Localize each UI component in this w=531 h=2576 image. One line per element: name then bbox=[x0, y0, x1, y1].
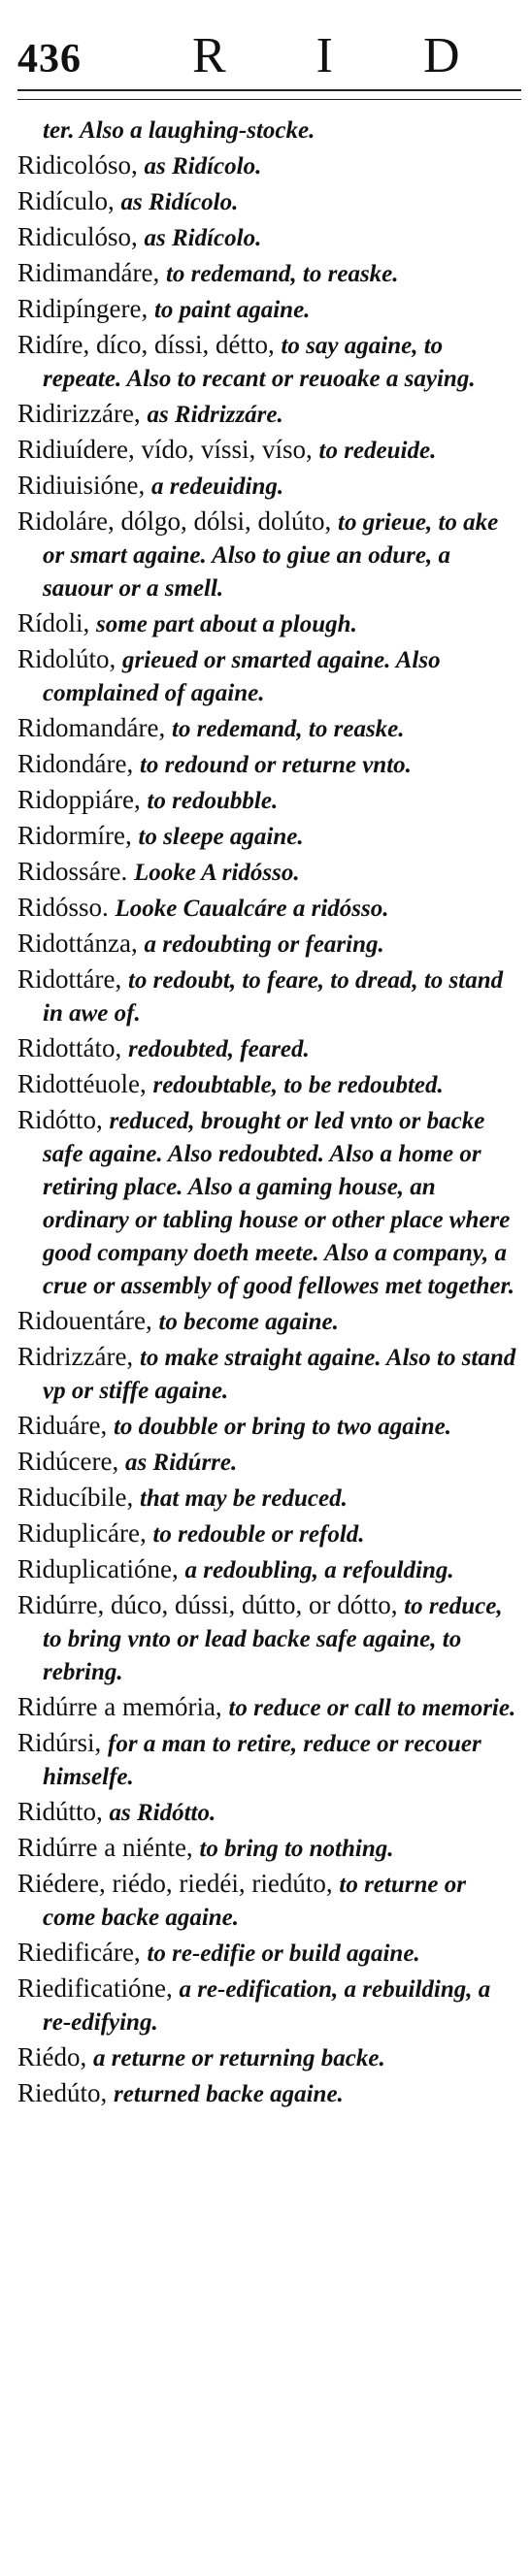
page-header bbox=[17, 0, 521, 83]
entry-headword: Riedificáre, bbox=[17, 1938, 141, 1967]
entry-definition: to redouble or refold. bbox=[152, 1521, 365, 1548]
entry-definition: to grieue, to ake or smart againe. Also to giue an odure, a sauour or a smell. bbox=[43, 509, 499, 602]
entry-definition: as Ridúrre. bbox=[124, 1450, 238, 1476]
entry-headword: Ridúrre a memória, bbox=[17, 1692, 222, 1721]
dictionary-entry bbox=[17, 1589, 521, 1688]
entry-headword: Ridipíngere, bbox=[17, 294, 149, 323]
dictionary-entry bbox=[17, 1517, 521, 1550]
entry-definition: to redound or returne vnto. bbox=[139, 752, 412, 778]
dictionary-entry bbox=[17, 1973, 521, 2038]
entry-headword: Ridiuídere, vído, víssi, víso, bbox=[17, 435, 313, 464]
entry-headword: Ridículo, bbox=[17, 186, 115, 215]
dictionary-entry bbox=[17, 784, 521, 817]
entry-definition: to re-edifie or build againe. bbox=[147, 1940, 420, 1967]
dictionary-entry bbox=[17, 2041, 521, 2074]
entry-headword: Ridirizzáre, bbox=[17, 399, 141, 428]
entry-headword: Ridottánza, bbox=[17, 929, 138, 958]
entry-headword: Ridomandáre, bbox=[17, 713, 166, 742]
entry-definition: a re-edification, a rebuilding, a re-edifying. bbox=[43, 1976, 491, 2036]
entry-headword: Ridiuisióne, bbox=[17, 471, 146, 500]
entry-definition: returned backe againe. bbox=[114, 2081, 344, 2107]
entry-definition: to redemand, to reaske. bbox=[165, 261, 399, 287]
entry-headword: Ridósso. bbox=[17, 893, 109, 922]
entry-definition: to returne or come backe againe. bbox=[43, 1872, 466, 1931]
dictionary-entry bbox=[17, 434, 521, 467]
entry-definition: a redoubting or fearing. bbox=[144, 931, 384, 958]
entry-definition: to become againe. bbox=[158, 1309, 339, 1335]
entry-definition: as Ridícolo. bbox=[144, 225, 262, 251]
entry-headword: Riduáre, bbox=[17, 1411, 108, 1440]
dictionary-entry bbox=[17, 1937, 521, 1970]
entry-definition: a redoubling, a refoulding. bbox=[184, 1557, 454, 1583]
entry-headword: Riedúto, bbox=[17, 2078, 108, 2107]
entry-headword: Ridiculóso, bbox=[17, 222, 138, 251]
dictionary-entry bbox=[17, 114, 521, 147]
entry-definition: ter. Also a laughing-stocke. bbox=[43, 117, 315, 144]
dictionary-entry bbox=[17, 643, 521, 709]
entry-headword: Ridottáre, bbox=[17, 964, 122, 994]
dictionary-entry bbox=[17, 221, 521, 254]
dictionary-entry bbox=[17, 398, 521, 431]
dictionary-entry bbox=[17, 257, 521, 290]
entry-definition: as Ridótto. bbox=[109, 1800, 216, 1826]
dictionary-entry bbox=[17, 712, 521, 745]
entry-definition: redoubted, feared. bbox=[128, 1036, 310, 1062]
entry-definition: as Ridrizzáre. bbox=[147, 402, 283, 428]
entry-definition: to sleepe againe. bbox=[138, 824, 304, 850]
entry-list bbox=[17, 114, 521, 2110]
dictionary-entry bbox=[17, 1446, 521, 1479]
entry-definition: as Ridícolo. bbox=[120, 189, 239, 215]
entry-definition: to paint againe. bbox=[153, 297, 311, 323]
dictionary-entry bbox=[17, 928, 521, 961]
dictionary-entry bbox=[17, 1068, 521, 1101]
entry-definition: Looke Caualcáre a ridósso. bbox=[115, 896, 389, 922]
entry-definition: for a man to retire, reduce or recouer himselfe. bbox=[43, 1731, 481, 1790]
dictionary-entry bbox=[17, 1553, 521, 1586]
dictionary-entry bbox=[17, 963, 521, 1029]
entry-headword: Riédo, bbox=[17, 2042, 87, 2071]
entry-headword: Ridúrre a niénte, bbox=[17, 1833, 193, 1862]
entry-headword: Ridottáto, bbox=[17, 1033, 122, 1062]
dictionary-entry bbox=[17, 1691, 521, 1724]
dictionary-entry bbox=[17, 1410, 521, 1443]
entry-definition: to redoubt, to feare, to dread, to stand in awe of. bbox=[43, 967, 504, 1027]
entry-headword: Ridótto, bbox=[17, 1105, 103, 1134]
entry-definition: to redemand, to reaske. bbox=[171, 716, 405, 742]
dictionary-entry bbox=[17, 892, 521, 925]
entry-headword: Ridoláre, dólgo, dólsi, dolúto, bbox=[17, 506, 332, 536]
dictionary-entry bbox=[17, 1104, 521, 1302]
entry-headword: Ridoppiáre, bbox=[17, 785, 141, 814]
dictionary-entry bbox=[17, 1482, 521, 1515]
dictionary-entry bbox=[17, 1868, 521, 1934]
dictionary-entry bbox=[17, 1832, 521, 1865]
entry-headword: Ridrizzáre, bbox=[17, 1342, 134, 1371]
entry-definition: to reduce, to bring vnto or lead backe safe againe, to rebring. bbox=[43, 1593, 503, 1685]
entry-headword: Ridolúto, bbox=[17, 644, 116, 673]
entry-definition: redoubtable, to be redoubted. bbox=[152, 1072, 444, 1098]
dictionary-entry bbox=[17, 149, 521, 182]
dictionary-entry bbox=[17, 820, 521, 853]
entry-definition: to bring to nothing. bbox=[199, 1836, 394, 1862]
entry-definition: that may be reduced. bbox=[139, 1485, 348, 1512]
dictionary-entry bbox=[17, 856, 521, 889]
dictionary-entry bbox=[17, 607, 521, 640]
dictionary-entry bbox=[17, 1341, 521, 1407]
entry-headword: Riduplicatióne, bbox=[17, 1554, 179, 1583]
entry-headword: Ridíre, díco, díssi, détto, bbox=[17, 330, 275, 359]
entry-headword: Riduplicáre, bbox=[17, 1518, 147, 1548]
running-head: R I D bbox=[192, 28, 499, 83]
entry-definition: to say againe, to repeate. Also to recant or reuoake a saying. bbox=[43, 333, 476, 392]
dictionary-entry bbox=[17, 293, 521, 326]
entry-definition: Looke A ridósso. bbox=[133, 860, 300, 886]
entry-headword: Ridúrsi, bbox=[17, 1728, 102, 1757]
dictionary-entry bbox=[17, 1796, 521, 1829]
entry-definition: to redeuide. bbox=[318, 438, 437, 464]
dictionary-entry bbox=[17, 2077, 521, 2110]
entry-definition: to make straight againe. Also to stand vp or stiffe againe. bbox=[43, 1345, 516, 1404]
entry-headword: Riédere, riédo, riedéi, riedúto, bbox=[17, 1869, 333, 1898]
entry-definition: some part about a plough. bbox=[96, 611, 357, 637]
entry-headword: Ridútto, bbox=[17, 1797, 103, 1826]
entry-headword: Ridossáre. bbox=[17, 857, 128, 886]
dictionary-entry bbox=[17, 329, 521, 395]
entry-definition: a returne or returning backe. bbox=[93, 2045, 385, 2071]
entry-headword: Ridottéuole, bbox=[17, 1069, 147, 1098]
entry-headword: Ridúrre, dúco, dússi, dútto, or dótto, bbox=[17, 1590, 398, 1619]
entry-headword: Ridormíre, bbox=[17, 821, 132, 850]
entry-definition: to reduce or call to memorie. bbox=[228, 1695, 516, 1721]
dictionary-entry bbox=[17, 1305, 521, 1338]
entry-headword: Ridouentáre, bbox=[17, 1306, 152, 1335]
dictionary-entry bbox=[17, 1032, 521, 1065]
header-rule-thin bbox=[17, 99, 521, 100]
entry-headword: Ridimandáre, bbox=[17, 258, 160, 287]
dictionary-entry bbox=[17, 1727, 521, 1793]
entry-definition: reduced, brought or led vnto or backe safe againe. Also redoubted. Also a home or retiring place. Also a gaming house, an ordinary or tabling house or other place where good company doeth meete. Also a company, a crue or assembly of good fellowes met together. bbox=[43, 1108, 515, 1299]
dictionary-entry bbox=[17, 185, 521, 218]
page-number: 436 bbox=[17, 37, 82, 82]
entry-headword: Ridúcere, bbox=[17, 1447, 119, 1476]
dictionary-entry bbox=[17, 748, 521, 781]
header-rule bbox=[17, 89, 521, 91]
dictionary-entry bbox=[17, 505, 521, 604]
entry-definition: to doubble or bring to two againe. bbox=[113, 1414, 451, 1440]
entry-definition: as Ridícolo. bbox=[144, 153, 262, 179]
entry-definition: grieued or smarted againe. Also complained of againe. bbox=[43, 647, 441, 706]
entry-headword: Riedificatióne, bbox=[17, 1973, 173, 2003]
dictionary-entry bbox=[17, 470, 521, 503]
entry-headword: Rídoli, bbox=[17, 608, 90, 637]
entry-headword: Riducíbile, bbox=[17, 1483, 134, 1512]
entry-headword: Ridondáre, bbox=[17, 749, 134, 778]
entry-headword: Ridicolóso, bbox=[17, 150, 138, 179]
entry-definition: a redeuiding. bbox=[151, 473, 284, 500]
entry-definition: to redoubble. bbox=[147, 788, 279, 814]
